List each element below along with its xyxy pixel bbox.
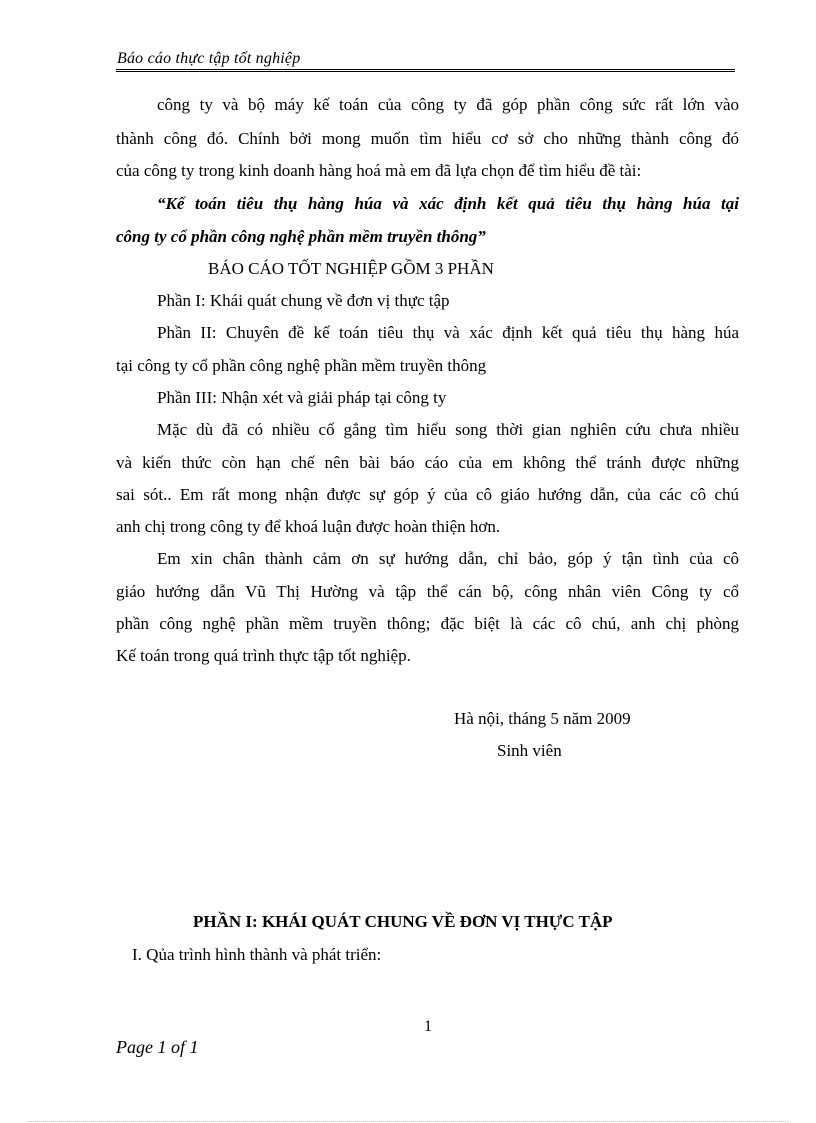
paragraph-line: giáo hướng dẫn Vũ Thị Hường và tập thể cán bộ, công nhân viên Công ty cổ xyxy=(116,582,739,601)
paragraph-line: và kiến thức còn hạn chế nên bài báo cáo của em không thể tránh được những xyxy=(116,453,739,472)
header-title: Báo cáo thực tập tốt nghiệp xyxy=(117,50,301,67)
part-item: Phần I: Khái quát chung về đơn vị thực tập xyxy=(157,291,450,310)
paragraph-line: thành công đó. Chính bởi mong muốn tìm hiểu cơ sở cho những thành công đó xyxy=(116,129,739,148)
part-item: Phần II: Chuyên đề kế toán tiêu thụ và xác định kết quả tiêu thụ hàng húa xyxy=(157,323,739,342)
signature-label: Sinh viên xyxy=(497,741,562,760)
part-item: Phần III: Nhận xét và giải pháp tại công ty xyxy=(157,388,447,407)
section-heading: PHẦN I: KHÁI QUÁT CHUNG VỀ ĐƠN VỊ THỰC TẬP xyxy=(193,912,613,931)
footer-page-label: Page 1 of 1 xyxy=(116,1037,199,1057)
paragraph-line: anh chị trong công ty để khoá luận được hoàn thiện hơn. xyxy=(116,517,501,536)
date-line: Hà nội, tháng 5 năm 2009 xyxy=(454,709,631,728)
part-item-continued: tại công ty cổ phần công nghệ phần mềm truyền thông xyxy=(116,356,487,375)
subsection-heading: I. Qủa trình hình thành và phát triển: xyxy=(132,945,382,964)
paragraph-line: công ty và bộ máy kế toán của công ty đã góp phần công sức rất lớn vào xyxy=(157,95,739,114)
report-heading: BÁO CÁO TỐT NGHIỆP GỒM 3 PHẦN xyxy=(208,259,494,278)
paragraph-line: của công ty trong kinh doanh hàng hoá mà em đã lựa chọn để tìm hiểu đề tài: xyxy=(116,161,642,180)
topic-title-line: “Kế toán tiêu thụ hàng húa và xác định kết quả tiêu thụ hàng húa tại xyxy=(157,194,739,213)
paragraph-line: Mặc dù đã có nhiều cố gắng tìm hiểu song thời gian nghiên cứu chưa nhiều xyxy=(157,420,739,439)
page-bottom-divider xyxy=(28,1121,788,1122)
page-number: 1 xyxy=(424,1018,432,1035)
paragraph-line: Em xin chân thành cảm ơn sự hướng dẫn, chỉ bảo, góp ý tận tình của cô xyxy=(157,549,739,568)
topic-title-line: công ty cổ phần công nghệ phần mềm truyền thông” xyxy=(116,227,486,246)
header-divider xyxy=(116,69,735,72)
paragraph-line: phần công nghệ phần mềm truyền thông; đặc biệt là các cô chú, anh chị phòng xyxy=(116,614,739,633)
paragraph-line: Kế toán trong quá trình thực tập tốt nghiệp. xyxy=(116,646,411,665)
paragraph-line: sai sót.. Em rất mong nhận được sự góp ý của cô giáo hướng dẫn, của các cô chú xyxy=(116,485,739,504)
